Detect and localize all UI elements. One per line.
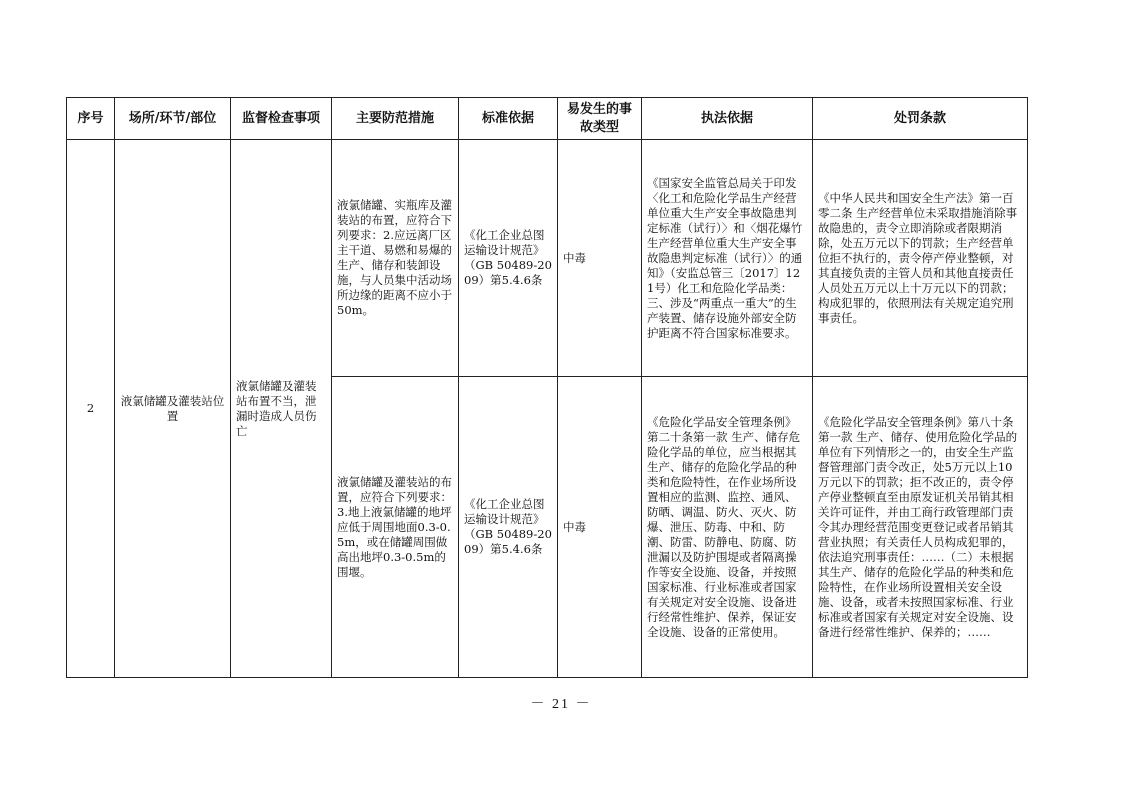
cell-measures: 液氯储罐及灌装站的布置，应符合下列要求：3.地上液氯储罐的地坪应低于周围地面0.3-0.5m，或在储罐周围做高出地坪0.3-0.5m的围堰。 xyxy=(332,377,459,678)
cell-penalty: 《危险化学品安全管理条例》第八十条第一款 生产、储存、使用危险化学品的单位有下列情形之一的，由安全生产监督管理部门责令改正，处5万元以上10万元以下的罚款；拒不改正的，责令停产停业整顿直至由原发证机关吊销其相关许可证件，并由工商行政管理部门责令其办理经营范围变更登记或者吊销其营业执照；有关责任人员构成犯罪的，依法追究刑事责任：……（二）未根据其生产、储存的危险化学品的种类和危险特性，在作业场所设置相关安全设施、设备，或者未按照国家标准、行业标准或者国家有关规定对安全设施、设备进行经常性维护、保养的；…… xyxy=(813,377,1028,678)
cell-accident: 中毒 xyxy=(558,140,642,377)
table-header-row xyxy=(67,98,1028,140)
cell-standard: 《化工企业总图运输设计规范》（GB 50489-2009）第5.4.6条 xyxy=(459,140,558,377)
header-location: 场所/环节/部位 xyxy=(115,98,231,140)
header-measures: 主要防范措施 xyxy=(332,98,459,140)
header-enforcement: 执法依据 xyxy=(642,98,813,140)
cell-accident: 中毒 xyxy=(558,377,642,678)
regulation-table xyxy=(66,97,1028,678)
cell-item: 液氯储罐及灌装站布置不当，泄漏时造成人员伤亡 xyxy=(231,140,332,678)
header-item: 监督检查事项 xyxy=(231,98,332,140)
cell-location: 液氯储罐及灌装站位置 xyxy=(115,140,231,678)
header-penalty: 处罚条款 xyxy=(813,98,1028,140)
cell-enforcement: 《国家安全监管总局关于印发〈化工和危险化学品生产经营单位重大生产安全事故隐患判定标准（试行）〉和〈烟花爆竹生产经营单位重大生产安全事故隐患判定标准（试行）〉的通知》（安监总管三〔2017〕121号）化工和危险化学品类：三、涉及“两重点一重大”的生产装置、储存设施外部安全防护距离不符合国家标准要求。 xyxy=(642,140,813,377)
cell-enforcement: 《危险化学品安全管理条例》第二十条第一款 生产、储存危险化学品的单位，应当根据其生产、储存的危险化学品的种类和危险特性，在作业场所设置相应的监测、监控、通风、防晒、调温、防火、灭火、防爆、泄压、防毒、中和、防潮、防雷、防静电、防腐、防泄漏以及防护围堤或者隔离操作等安全设施、设备，并按照国家标准、行业标准或者国家有关规定对安全设施、设备进行经常性维护、保养，保证安全设施、设备的正常使用。 xyxy=(642,377,813,678)
page-number: － 21 － xyxy=(530,697,592,712)
header-standard: 标准依据 xyxy=(459,98,558,140)
cell-no: 2 xyxy=(67,140,115,678)
cell-penalty: 《中华人民共和国安全生产法》第一百零二条 生产经营单位未采取措施消除事故隐患的，责令立即消除或者限期消除，处五万元以下的罚款；生产经营单位拒不执行的，责令停产停业整顿，对其直接负责的主管人员和其他直接责任人员处五万元以上十万元以下的罚款；构成犯罪的，依照刑法有关规定追究刑事责任。 xyxy=(813,140,1028,377)
cell-standard: 《化工企业总图运输设计规范》（GB 50489-2009）第5.4.6条 xyxy=(459,377,558,678)
header-accident: 易发生的事故类型 xyxy=(558,98,642,140)
table-row xyxy=(67,140,1028,377)
cell-measures: 液氯储罐、实瓶库及灌装站的布置，应符合下列要求：2.应远离厂区主干道、易燃和易爆的生产、储存和装卸设施，与人员集中活动场所边缘的距离不应小于50m。 xyxy=(332,140,459,377)
header-no: 序号 xyxy=(67,98,115,140)
